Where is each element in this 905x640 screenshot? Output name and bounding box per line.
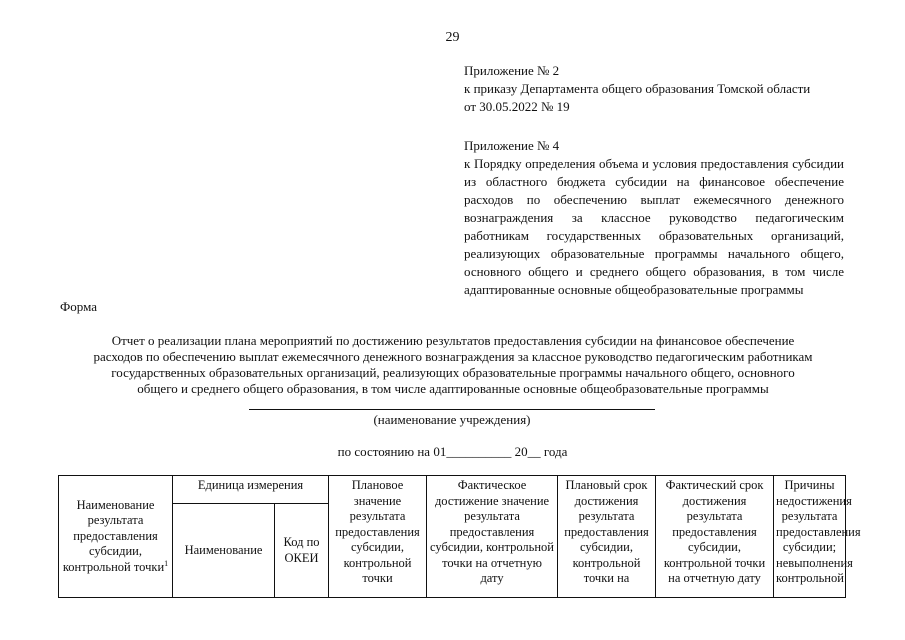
report-title-line-3: государственных образовательных организаций, реализующих образовательные программы начального общего, основного <box>111 365 795 380</box>
appendix-4-block <box>464 137 844 299</box>
as-of-date-line: по состоянию на 01__________ 20__ года <box>337 444 568 459</box>
appendix-4-title: Приложение № 4 <box>464 138 560 153</box>
header-unit-name: Наименование <box>173 504 275 598</box>
footnote-marker: 1 <box>164 558 169 568</box>
form-label: Форма <box>60 299 97 314</box>
report-title <box>58 333 848 397</box>
report-title-line-4: общего и среднего общего образования, в том числе адаптированные основные общеобразовательные программы <box>137 381 769 396</box>
appendix-2-line-2: от 30.05.2022 № 19 <box>464 99 570 114</box>
page-number: 29 <box>445 30 460 45</box>
institution-name-line <box>249 409 655 410</box>
header-unit-okei: Код по ОКЕИ <box>275 504 329 598</box>
report-table <box>58 475 861 598</box>
report-title-line-1: Отчет о реализации плана мероприятий по достижению результатов предоставления субсидии на финансовое обеспечение <box>111 333 795 348</box>
header-planned-deadline: Плановый срок достижения результата предоставления субсидии, контрольной точки на <box>558 476 656 598</box>
header-result-name <box>59 476 173 598</box>
appendix-2-title: Приложение № 2 <box>464 63 560 78</box>
header-unit: Единица измерения <box>173 476 329 504</box>
header-reasons: Причины недостижения результата предоставления субсидии; невыполнения контрольной <box>774 476 846 598</box>
header-result-name-text: Наименование результата предоставления субсидии, контрольной точки <box>62 497 165 574</box>
appendix-2-block <box>464 62 844 116</box>
appendix-2-line-1: к приказу Департамента общего образования Томской области <box>464 81 811 96</box>
institution-caption: (наименование учреждения) <box>373 412 531 427</box>
header-actual-deadline: Фактический срок достижения результата предоставления субсидии, контрольной точки на отчетную дату <box>656 476 774 598</box>
header-planned-value: Плановое значение результата предоставления субсидии, контрольной точки <box>329 476 427 598</box>
report-title-line-2: расходов по обеспечению выплат ежемесячного денежного вознаграждения за классное руководство педагогическим работникам <box>93 349 813 364</box>
appendix-4-text: к Порядку определения объема и условия предоставления субсидии из областного бюджета субсидии на финансовое обеспечение расходов по обеспечению выплат ежемесячного денежного вознаграждения за классное руководство педагогическим работникам государственных образовательных организаций, реализующих образовательные программы начального общего, основного общего и среднего общего образования, в том числе адаптированные основные общеобразовательные программы <box>464 156 844 297</box>
header-actual-value: Фактическое достижение значение результата предоставления субсидии, контрольной точки на отчетную дату <box>427 476 558 598</box>
